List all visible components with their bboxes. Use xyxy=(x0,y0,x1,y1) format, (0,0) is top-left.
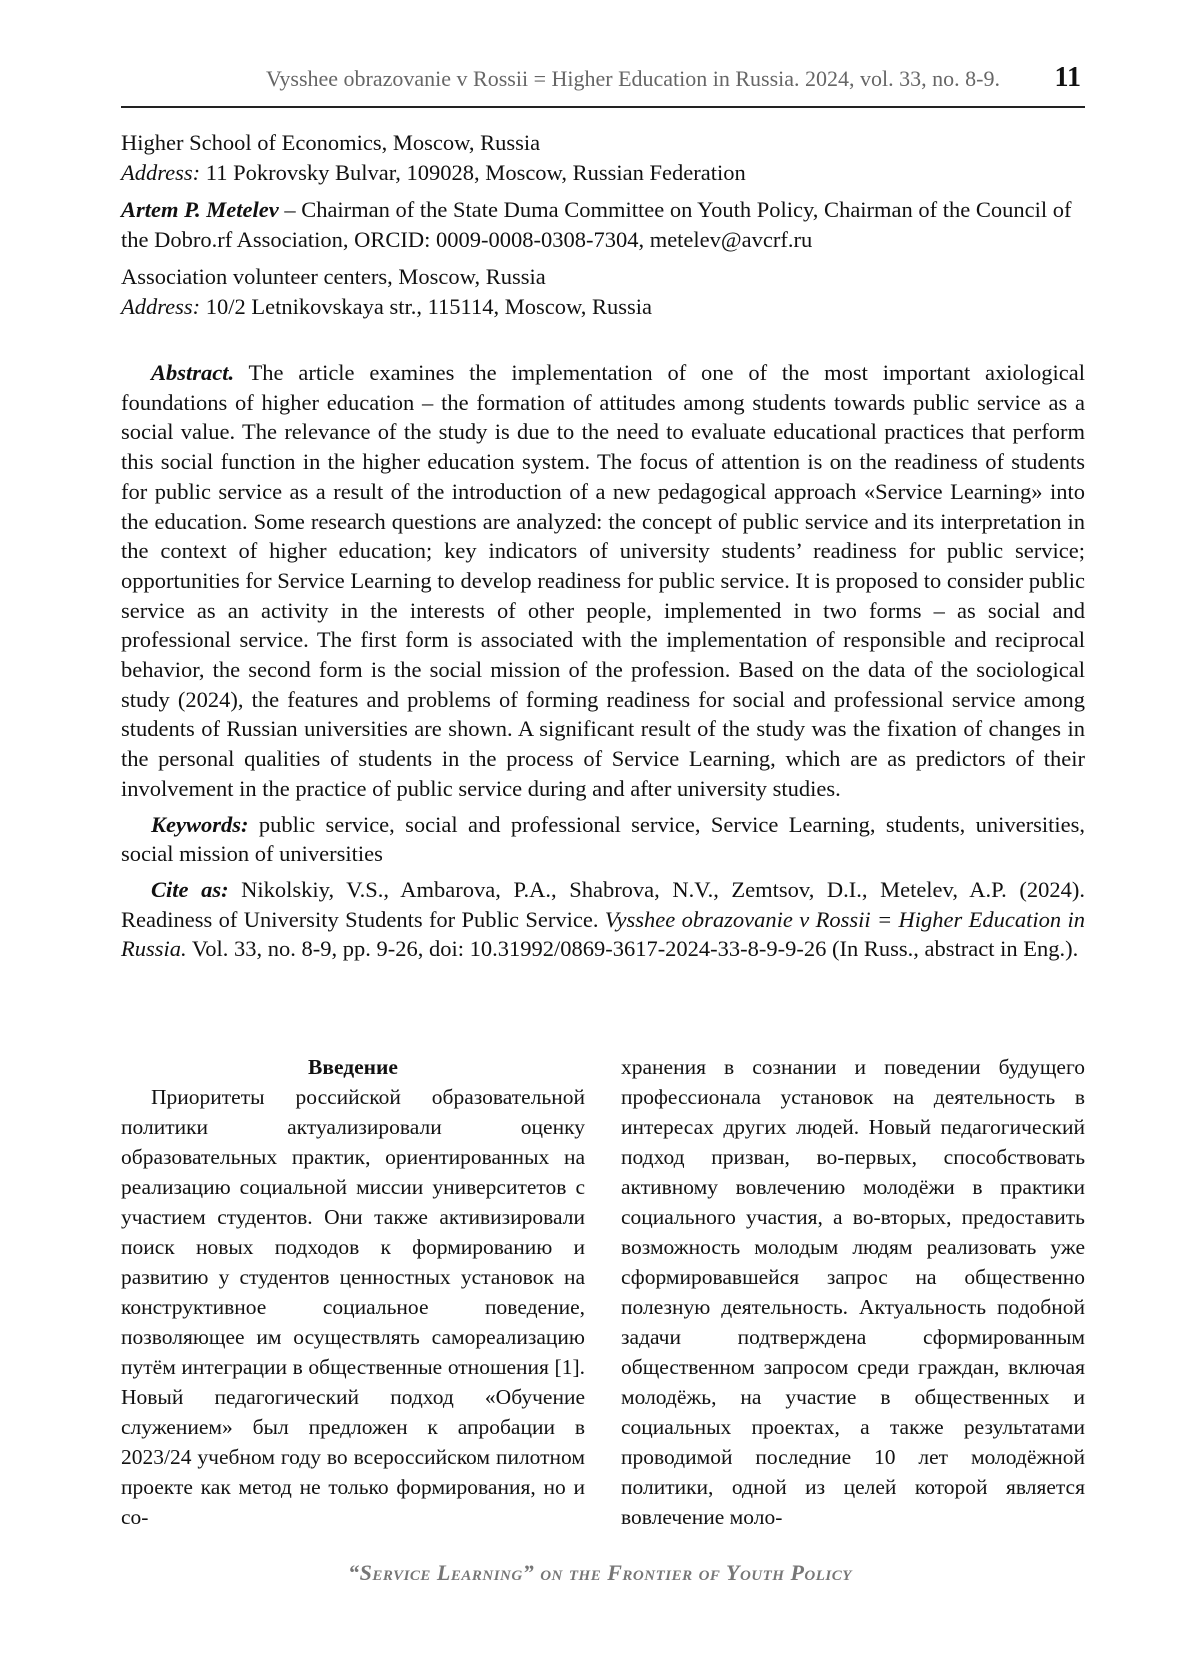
keywords-paragraph xyxy=(121,810,1085,869)
abstract-paragraph xyxy=(121,358,1085,804)
journal-citation-line: Vysshee obrazovanie v Rossii = Higher Education in Russia. 2024, vol. 33, no. 8-9. xyxy=(265,66,1000,91)
right-column xyxy=(621,1052,1085,1532)
cite-journal: Vysshee obrazovanie v Rossii = Higher Education in Russia. xyxy=(121,906,1085,962)
author-name: Artem P. Metelev xyxy=(121,197,279,222)
body-columns xyxy=(121,1052,1085,1552)
address-label: Address: xyxy=(121,159,201,185)
abstract-label: Abstract. xyxy=(151,360,235,385)
left-column-text: Приоритеты российской образовательной политики актуализировали оценку образовательных практик, ориентированных на реализацию социальной миссии университетов с участием студентов. Они также активизировали поиск новых подходов к формированию и развитию у студентов ценностных установок на конструктивное социальное поведение, позволяющее им осуществлять самореализацию путём интеграции в общественные отношения [1]. Новый педагогический подход «Обучение служением» был предложен к апробации в 2023/24 учебном году во всероссийском пилотном проекте как метод не только формирования, но и со- xyxy=(121,1085,585,1529)
citation-paragraph xyxy=(121,875,1085,964)
affiliation-2-address xyxy=(121,292,1085,322)
affiliation-2-org: Association volunteer centers, Moscow, Russia xyxy=(121,264,546,289)
address-text: 10/2 Letnikovskaya str., 115114, Moscow, Russia xyxy=(200,293,653,319)
address-label: Address: xyxy=(121,293,201,319)
running-footer: “Service Learning” on the Frontier of Youth Policy xyxy=(348,1560,852,1585)
abstract-text: The article examines the implementation of one of the most important axiological foundations of higher education – the formation of attitudes among students towards public service as a social value. The relevance of the study is due to the need to evaluate educational practices that perform this social function in the higher education system. The focus of attention is on the readiness of students for public service as a result of the introduction of a new pedagogical approach «Service Learning» into the education. Some research questions are analyzed: the concept of public service and its interpretation in the context of higher education; key indicators of university students’ readiness for public service; opportunities for Service Learning to develop readiness for public service. It is proposed to consider public service as an activity in the interests of other people, implemented in two forms – as social and professional service. The first form is associated with the implementation of responsible and reciprocal behavior, the second form is the social mission of the profession. Based on the data of the sociological study (2024), the features and problems of forming readiness for social and professional service among students of Russian universities are shown. A significant result of the study was the fixation of changes in the personal qualities of students in the process of Service Learning, which are as predictors of their involvement in the practice of public service during and after university studies. xyxy=(121,360,1085,801)
cite-label: Cite as: xyxy=(151,876,229,902)
left-column xyxy=(121,1052,585,1532)
author-entry xyxy=(121,195,1085,254)
section-heading: Введение xyxy=(308,1055,398,1079)
keywords-label: Keywords: xyxy=(151,811,249,837)
cite-details: Vol. 33, no. 8-9, pp. 9-26, doi: 10.31992/0869-3617-2024-33-8-9-9-26 (In Russ., abstract in Eng.). xyxy=(186,936,1079,962)
address-text: 11 Pokrovsky Bulvar, 109028, Moscow, Russian Federation xyxy=(200,159,746,185)
affiliation-1-address xyxy=(121,158,1085,188)
author-bio: – Chairman of the State Duma Committee on Youth Policy, Chairman of the Council of the Dobro.rf Association, ORCID: 0009-0008-0308-7304, metelev@avcrf.ru xyxy=(121,197,1072,252)
right-column-text: хранения в сознании и поведении будущего профессионала установок на деятельность в интересах других людей. Новый педагогический подход призван, во-первых, способствовать активному вовлечению молодёжи в практики социального участия, а во-вторых, предоставить возможность молодым людям реализовать уже сформировавшейся запрос на общественно полезную деятельность. Актуальность подобной задачи подтверждена сформированным общественном запросом среди граждан, включая молодёжь, на участие в общественных и социальных проектах, а также результатами проводимой последние 10 лет молодёжной политики, одной из целей которой является вовлечение моло- xyxy=(621,1055,1085,1529)
abstract-block xyxy=(121,358,1085,970)
affiliation-1-org: Higher School of Economics, Moscow, Russia xyxy=(121,130,541,155)
running-header xyxy=(121,62,1085,108)
keywords-text: public service, social and professional service, Service Learning, students, universities, social mission of universities xyxy=(121,811,1085,867)
page-number: 11 xyxy=(1054,62,1081,93)
cite-text: Nikolskiy, V.S., Ambarova, P.A., Shabrova, N.V., Zemtsov, D.I., Metelev, A.P. (2024). Readiness of University Students for Public Service. xyxy=(121,876,1085,932)
author-affiliations xyxy=(121,128,1085,321)
